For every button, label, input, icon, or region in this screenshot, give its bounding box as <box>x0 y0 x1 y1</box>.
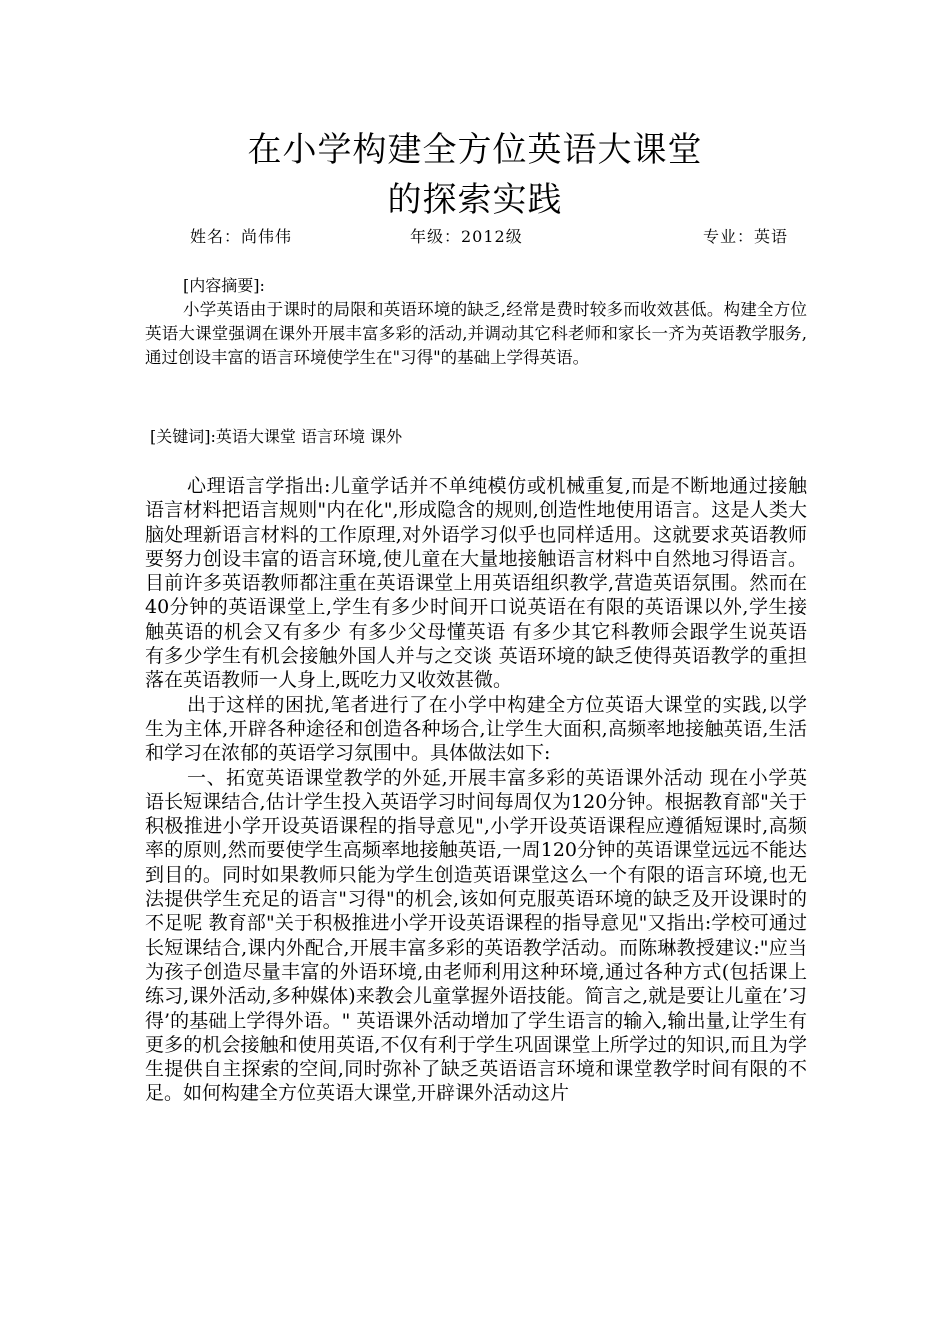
body-paragraph-3: 一、拓宽英语课堂教学的外延,开展丰富多彩的英语课外活动 现在小学英语长短课结合,估计学生投入英语学习时间每周仅为120分钟。根据教育部"关于积极推进小学开设英语课程的指导意见",小学开设英语课程应遵循短课时,高频率的原则,然而要使学生高频率地接触英语,一周120分钟的英语课堂远远不能达到目的。同时如果教师只能为学生创造英语课堂这么一个有限的语言环境,也无法提供学生充足的语言"习得"的机会,该如何克服英语环境的缺乏及开设课时的不足呢 教育部"关于积极推进小学开设英语课程的指导意见"又指出:学校可通过长短课结合,课内外配合,开展丰富多彩的英语教学活动。而陈琳教授建议:"应当为孩子创造尽量丰富的外语环境,由老师利用这种环境,通过各种方式(包括课上练习,课外活动,多种媒体)来教会儿童掌握外语技能。简言之,就是要让儿童在’习得’的基础上学得外语。" 英语课外活动增加了学生语言的输入,输出量,让学生有更多的机会接触和使用英语,不仅有利于学生巩固课堂上所学过的知识,而且为学生提供自主探索的空间,同时弥补了缺乏英语语言环境和课堂教学时间有限的不足。如何构建全方位英语大课堂,开辟课外活动这片 <box>145 766 807 1105</box>
author-major: 专业：英语 <box>703 227 789 246</box>
body-text <box>145 474 807 1106</box>
keywords <box>150 426 402 448</box>
author-name: 姓名：尚伟伟 <box>190 227 293 246</box>
body-paragraph-1: 心理语言学指出:儿童学话并不单纯模仿或机械重复,而是不断地通过接触语言材料把语言规则"内在化",形成隐含的规则,创造性地使用语言。这是人类大脑处理新语言材料的工作原理,对外语学习似乎也同样适用。这就要求英语教师要努力创设丰富的语言环境,使儿童在大量地接触语言材料中自然地习得语言。目前许多英语教师都注重在英语课堂上用英语组织教学,营造英语氛围。然而在40分钟的英语课堂上,学生有多少时间开口说英语在有限的英语课以外,学生接触英语的机会又有多少 有多少父母懂英语 有多少其它科教师会跟学生说英语 有多少学生有机会接触外国人并与之交谈 英语环境的缺乏使得英语教学的重担落在英语教师一人身上,既吃力又收效甚微。 <box>145 475 807 692</box>
body-paragraph-2: 出于这样的困扰,笔者进行了在小学中构建全方位英语大课堂的实践,以学生为主体,开辟各种途径和创造各种场合,让学生大面积,高频率地接触英语,生活和学习在浓郁的英语学习氛围中。具体做法如下: <box>145 693 807 765</box>
abstract-text: 小学英语由于课时的局限和英语环境的缺乏,经常是费时较多而收效甚低。构建全方位英语大课堂强调在课外开展丰富多彩的活动,并调动其它科老师和家长一齐为英语教学服务,通过创设丰富的语言环境使学生在"习得"的基础上学得英语。 <box>145 300 807 367</box>
abstract-label: [内容摘要]: <box>183 276 265 295</box>
title-line-2: 的探索实践 <box>387 180 563 220</box>
author-grade: 年级：2012级 <box>410 227 523 246</box>
title-line-1: 在小学构建全方位英语大课堂 <box>247 130 703 170</box>
keywords-label: [关键词]: <box>150 427 216 446</box>
keywords-text: 英语大课堂 语言环境 课外 <box>215 427 403 446</box>
